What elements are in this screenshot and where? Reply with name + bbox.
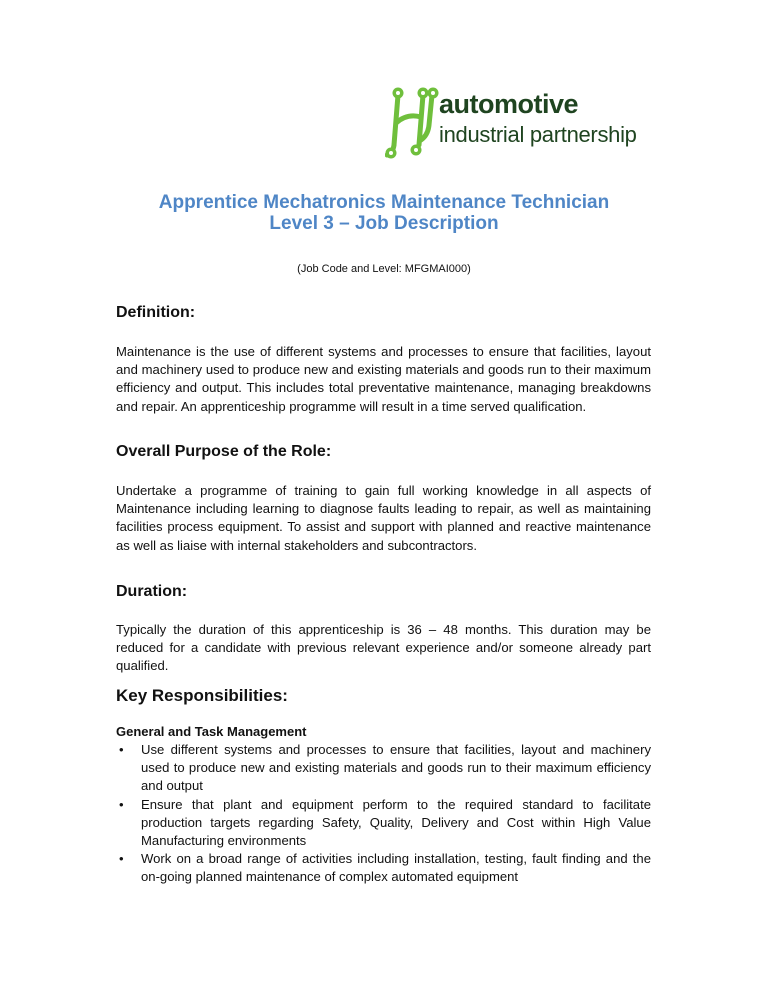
bullet-icon: • <box>119 742 124 757</box>
list-item <box>116 796 651 851</box>
document-subtitle: Level 3 – Job Description <box>269 213 499 234</box>
logo-mark-icon <box>385 85 445 160</box>
document-title: Apprentice Mechatronics Maintenance Technician <box>158 192 610 213</box>
logo-word-automotive: automotive <box>439 89 579 119</box>
list-item <box>116 850 651 886</box>
responsibilities-list <box>116 741 651 887</box>
purpose-text: Undertake a programme of training to gain full working knowledge in all aspects of Maintenance including learning to diagnose faults leading to repair, as well as maintaining facilities process equipment. To assist and support with planned and reactive maintenance as well as liaise with internal stakeholders and subcontractors. <box>116 483 651 553</box>
bullet-text: Ensure that plant and equipment perform to the required standard to facilitate production targets regarding Safety, Quality, Delivery and Cost within High Value Manufacturing environments <box>141 796 651 849</box>
list-item <box>116 741 651 796</box>
definition-heading: Definition: <box>116 304 196 321</box>
bullet-text: Work on a broad range of activities including installation, testing, fault finding and the on-going planned maintenance of complex automated equipment <box>141 851 651 885</box>
responsibilities-subheading: General and Task Management <box>116 724 307 739</box>
bullet-text: Use different systems and processes to ensure that facilities, layout and machinery used to produce new and existing materials and goods run to their maximum efficiency and output <box>141 742 651 794</box>
responsibilities-heading: Key Responsibilities: <box>116 686 288 705</box>
duration-text: Typically the duration of this apprenticeship is 36 – 48 months. This duration may be reduced for a candidate with previous relevant experience and/or someone already part qualified. <box>116 622 651 674</box>
bullet-icon: • <box>119 796 124 812</box>
job-code: (Job Code and Level: MFGMAI000) <box>297 263 471 275</box>
company-logo <box>385 85 655 160</box>
logo-word-industrial-partnership: industrial partnership <box>439 122 637 147</box>
bullet-icon: • <box>119 851 124 867</box>
purpose-heading: Overall Purpose of the Role: <box>116 443 332 460</box>
definition-text: Maintenance is the use of different systems and processes to ensure that facilities, layout and machinery used to produce new and existing materials and goods run to their maximum efficiency and output. This includes total preventative maintenance, managing breakdowns and repair. An apprenticeship programme will result in a time served qualification. <box>116 344 651 414</box>
duration-heading: Duration: <box>116 583 188 600</box>
